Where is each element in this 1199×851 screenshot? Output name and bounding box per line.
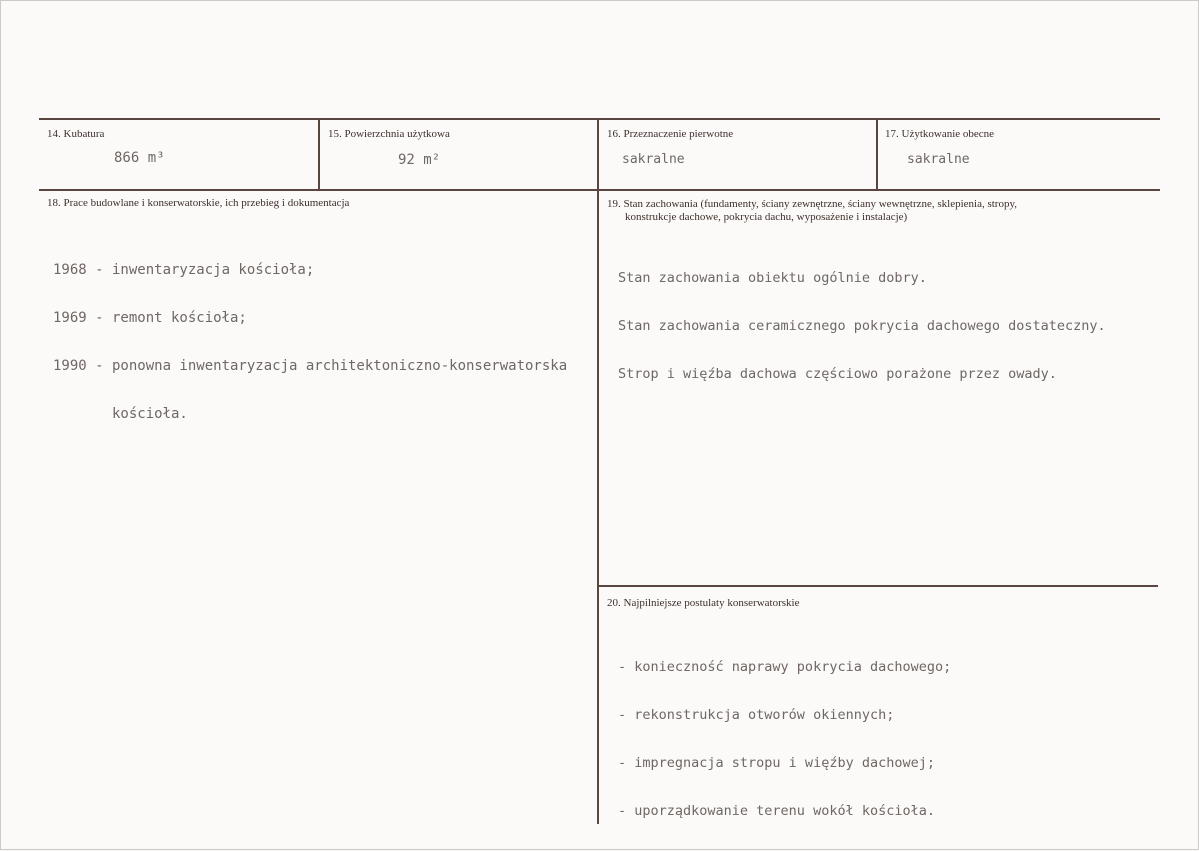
field-15-label: 15. Powierzchnia użytkowa [328,128,450,140]
field-20-entry: - rekonstrukcja otworów okiennych; [618,707,895,723]
field-20-entry: - uporządkowanie terenu wokół kościoła. [618,803,935,819]
field-19-entry: Stan zachowania obiektu ogólnie dobry. [618,270,927,286]
field-18-entry: kościoła. [53,406,188,422]
divider-14-15 [318,118,320,190]
field-14-value: 866 m³ [114,150,165,166]
field-19-entry: Stan zachowania ceramicznego pokrycia dachowego dostateczny. [618,318,1106,334]
field-19-label-line1: 19. Stan zachowania (fundamenty, ściany zewnętrzne, ściany wewnętrzne, sklepienia, stropy, [607,198,1018,210]
top-rule [39,118,1160,120]
section-20-rule [598,585,1158,587]
field-19-label-line2: konstrukcje dachowe, pokrycia dachu, wyposażenie i instalacje) [625,211,908,223]
divider-15-16 [597,118,599,824]
field-20-label: 20. Najpilniejsze postulaty konserwatorskie [607,597,800,609]
field-15-value: 92 m² [398,152,441,168]
field-19-entries [618,238,1106,414]
field-18-entry: 1990 - ponowna inwentaryzacja architektoniczno-konserwatorska [53,358,568,374]
field-18-entry: 1969 - remont kościoła; [53,310,247,326]
divider-16-17 [876,118,878,190]
field-18-entry: 1968 - inwentaryzacja kościoła; [53,262,315,278]
field-17-label: 17. Użytkowanie obecne [885,128,995,140]
field-17-value: sakralne [907,152,970,167]
field-18-entries [53,230,567,454]
field-20-entry: - impregnacja stropu i więźby dachowej; [618,755,935,771]
field-16-label: 16. Przeznaczenie pierwotne [607,128,734,140]
middle-rule [39,189,1160,191]
field-16-value: sakralne [622,152,685,167]
field-14-label: 14. Kubatura [47,128,105,140]
field-18-label: 18. Prace budowlane i konserwatorskie, ich przebieg i dokumentacja [47,197,350,209]
field-20-entries [618,627,951,851]
field-20-entry: - konieczność naprawy pokrycia dachowego; [618,659,952,675]
field-19-entry: Strop i więźba dachowa częściowo porażone przez owady. [618,366,1057,382]
